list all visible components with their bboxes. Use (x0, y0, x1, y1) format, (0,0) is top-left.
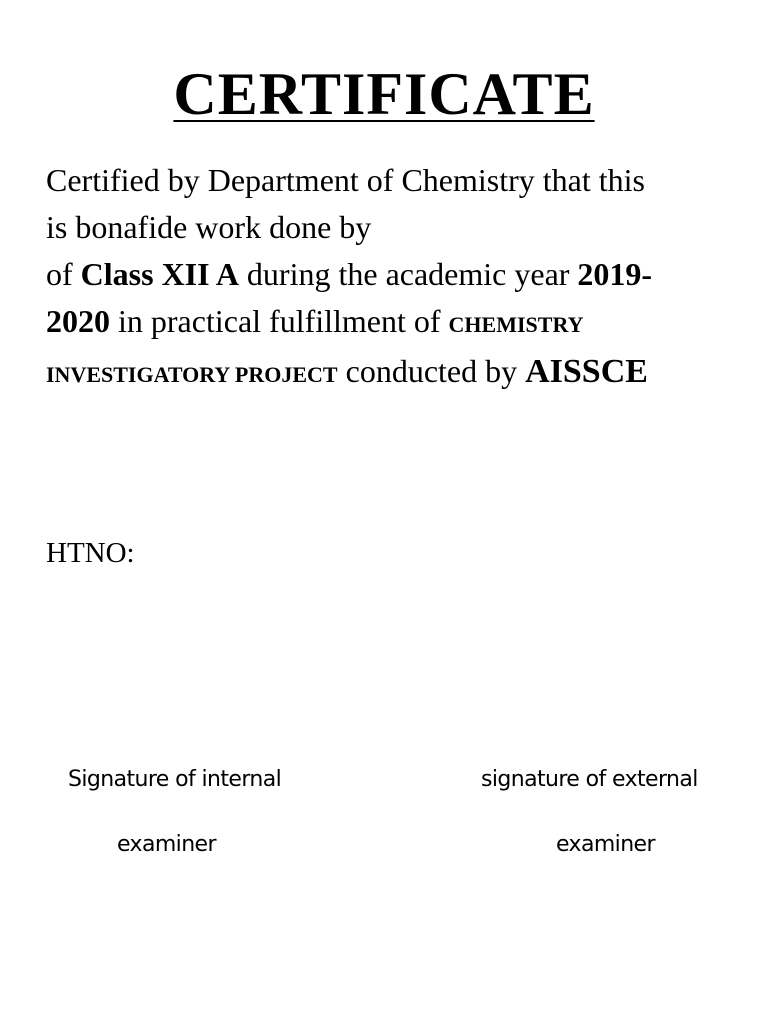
academic-year-start: 2019- (577, 256, 653, 292)
board-name: AISSCE (525, 353, 648, 390)
class-name: Class XII A (80, 256, 239, 292)
external-signature-label: signature of external (481, 767, 698, 792)
certification-paragraph (46, 157, 736, 398)
line-2: is bonafide work done by (46, 209, 372, 245)
line-1: Certified by Department of Chemistry that this (46, 162, 645, 198)
project-name-part1: CHEMISTRY (448, 312, 584, 337)
htno-label: HTNO: (46, 537, 135, 569)
fulfillment-text: in practical fulfillment of (118, 303, 441, 339)
project-name-part2: INVESTIGATORY PROJECT (46, 362, 338, 387)
external-examiner-label: examiner (556, 832, 655, 857)
academic-year-end: 2020 (46, 303, 110, 339)
during-text: during the academic year (246, 256, 570, 292)
internal-examiner-label: examiner (117, 832, 216, 857)
conducted-text: conducted by (345, 353, 518, 389)
of-word: of (46, 256, 73, 292)
certificate-title: CERTIFICATE (173, 61, 595, 127)
internal-signature-label: Signature of internal (68, 767, 282, 792)
